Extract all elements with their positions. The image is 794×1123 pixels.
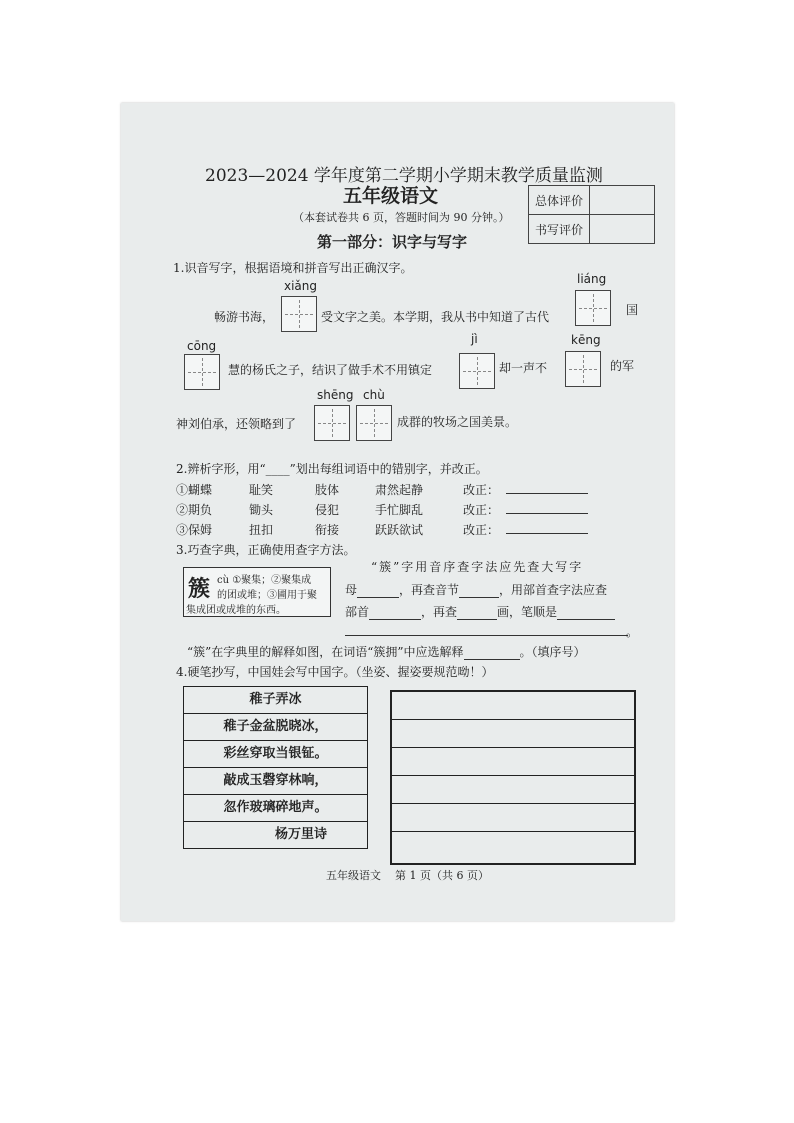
poem-title: 稚子弄冰 bbox=[184, 687, 367, 714]
pinyin-1: xiǎng bbox=[284, 279, 318, 293]
poem-author: 杨万里诗 bbox=[274, 827, 327, 842]
q3-text-line1: “簇”字用音序查字法应先查大写字 bbox=[371, 560, 584, 574]
writing-eval-box[interactable] bbox=[590, 215, 655, 244]
copy-line-2[interactable] bbox=[392, 747, 634, 748]
q2-row3-w2: 扭扣 bbox=[249, 523, 274, 537]
initial-letter-blank[interactable] bbox=[357, 597, 399, 598]
q2-title: 2.辨析字形，用“____”划出每组词语中的错别字，并改正。 bbox=[176, 462, 488, 476]
copy-line-4[interactable] bbox=[392, 803, 634, 804]
radical-blank[interactable] bbox=[369, 619, 421, 620]
q1-line2-a: 慧的杨氏之子，结识了做手术不用镇定 bbox=[228, 363, 433, 377]
q2-row1-w1: ①蝴蝶 bbox=[176, 483, 213, 497]
overall-eval-label: 总体评价 bbox=[529, 186, 590, 215]
q3-radical-method: ，用部首查字法应查 bbox=[499, 583, 608, 597]
writing-eval-label: 书写评价 bbox=[529, 215, 590, 244]
syllable-blank[interactable] bbox=[459, 597, 499, 598]
q3-letter-label: 母 bbox=[345, 583, 358, 597]
pinyin-4: jì bbox=[471, 332, 478, 346]
q3-meaning-text: “簇”在字典里的解释如图，在词语“簇拥”中应选解释 bbox=[187, 645, 464, 659]
q1-line2-c: 的军 bbox=[610, 359, 635, 373]
copy-line-1[interactable] bbox=[392, 719, 634, 720]
q3-syllable-label: ，再查音节 bbox=[399, 583, 460, 597]
q3-title: 3.巧查字典，正确使用查字方法。 bbox=[176, 543, 356, 557]
q1-line2-b: 却一声不 bbox=[499, 361, 548, 375]
q1-line1-a: 畅游书海， bbox=[214, 310, 275, 324]
pinyin-3: cōng bbox=[187, 339, 217, 353]
q2-row3-correct-label: 改正： bbox=[463, 523, 500, 537]
q1-line1-b: 受文字之美。本学期，我从书中知道了古代 bbox=[321, 310, 550, 324]
poem-line-4: 忽作玻璃碎地声。 bbox=[184, 795, 367, 822]
q1-line3-a: 神刘伯承，还领略到了 bbox=[176, 417, 297, 431]
pinyin-6: shēng bbox=[317, 388, 354, 402]
poem-line-2: 彩丝穿取当银钲。 bbox=[184, 741, 367, 768]
q3-text-line2 bbox=[345, 581, 607, 598]
answer-box-7[interactable] bbox=[356, 405, 392, 441]
q3-line4-end: 。 bbox=[626, 625, 639, 639]
copy-line-3[interactable] bbox=[392, 775, 634, 776]
dict-char: 簇 bbox=[188, 576, 211, 602]
q2-row2-w3: 侵犯 bbox=[315, 503, 340, 517]
q2-row2-w2: 锄头 bbox=[249, 503, 274, 517]
q3-radical-label: 部首 bbox=[345, 605, 370, 619]
dictionary-entry-box bbox=[183, 567, 331, 617]
dict-line2: 的团或堆；③圃用于聚 bbox=[217, 590, 317, 601]
q3-strokes-label: ，再查 bbox=[421, 605, 458, 619]
page-footer: 五年级语文 第 1 页（共 6 页） bbox=[326, 869, 489, 882]
stroke-order-line2[interactable] bbox=[345, 635, 628, 636]
q2-row1-w2: 耻笑 bbox=[249, 483, 274, 497]
pinyin-5: kēng bbox=[571, 333, 601, 347]
exam-title: 2023—2024 学年度第二学期小学期末教学质量监测 bbox=[205, 166, 603, 186]
strokes-blank[interactable] bbox=[457, 619, 497, 620]
q1-line1-c: 国 bbox=[626, 303, 639, 317]
q1-title: 1.识音写字，根据语境和拼音写出正确汉字。 bbox=[173, 261, 413, 275]
exam-paper bbox=[121, 103, 674, 921]
q3-order-label: 画，笔顺是 bbox=[497, 605, 558, 619]
dict-line3: 集成团或成堆的东西。 bbox=[186, 605, 286, 616]
q2-row2-w4: 手忙脚乱 bbox=[375, 503, 424, 517]
q2-row3-w3: 衔接 bbox=[315, 523, 340, 537]
q4-title: 4.硬笔抄写，中国娃会写中国字。（坐姿、握姿要规范呦！） bbox=[176, 665, 494, 679]
exam-note: （本套试卷共 6 页，答题时间为 90 分钟。） bbox=[293, 211, 510, 224]
copy-line-5[interactable] bbox=[392, 831, 634, 832]
q2-row2-answer[interactable] bbox=[506, 513, 588, 514]
q2-row1-correct-label: 改正： bbox=[463, 483, 500, 497]
answer-box-3[interactable] bbox=[184, 354, 220, 390]
q2-row2-w1: ②期负 bbox=[176, 503, 213, 517]
poem-line-1: 稚子金盆脱晓冰， bbox=[184, 714, 367, 741]
copy-writing-area[interactable] bbox=[390, 690, 636, 865]
part1-heading: 第一部分：识字与写字 bbox=[317, 233, 468, 251]
poem-line-3: 敲成玉磬穿林响， bbox=[184, 768, 367, 795]
pinyin-2: liáng bbox=[577, 272, 607, 286]
q3-meaning-line bbox=[187, 643, 586, 660]
meaning-blank[interactable] bbox=[464, 659, 520, 660]
pinyin-7: chù bbox=[363, 388, 385, 402]
q2-row3-w1: ③保姆 bbox=[176, 523, 213, 537]
q2-row1-w3: 肢体 bbox=[315, 483, 340, 497]
q2-row3-answer[interactable] bbox=[506, 533, 588, 534]
q1-line3-b: 成群的牧场之国美景。 bbox=[397, 415, 518, 429]
q3-text-line3 bbox=[345, 603, 615, 620]
answer-box-1[interactable] bbox=[281, 296, 317, 332]
q2-row3-w4: 跃跃欲试 bbox=[375, 523, 424, 537]
answer-box-4[interactable] bbox=[459, 353, 495, 389]
stroke-order-blank[interactable] bbox=[557, 619, 615, 620]
q2-row2-correct-label: 改正： bbox=[463, 503, 500, 517]
answer-box-6[interactable] bbox=[314, 405, 350, 441]
q3-meaning-end: 。（填序号） bbox=[519, 645, 586, 659]
dict-line1: cù ①聚集；②聚集成 bbox=[217, 575, 312, 586]
answer-box-2[interactable] bbox=[575, 290, 611, 326]
evaluation-table bbox=[528, 185, 655, 244]
q2-row1-w4: 肃然起静 bbox=[375, 483, 424, 497]
answer-box-5[interactable] bbox=[565, 351, 601, 387]
grade-subject: 五年级语文 bbox=[343, 185, 439, 207]
poem-table bbox=[183, 686, 368, 849]
q2-row1-answer[interactable] bbox=[506, 493, 588, 494]
overall-eval-box[interactable] bbox=[590, 186, 655, 215]
